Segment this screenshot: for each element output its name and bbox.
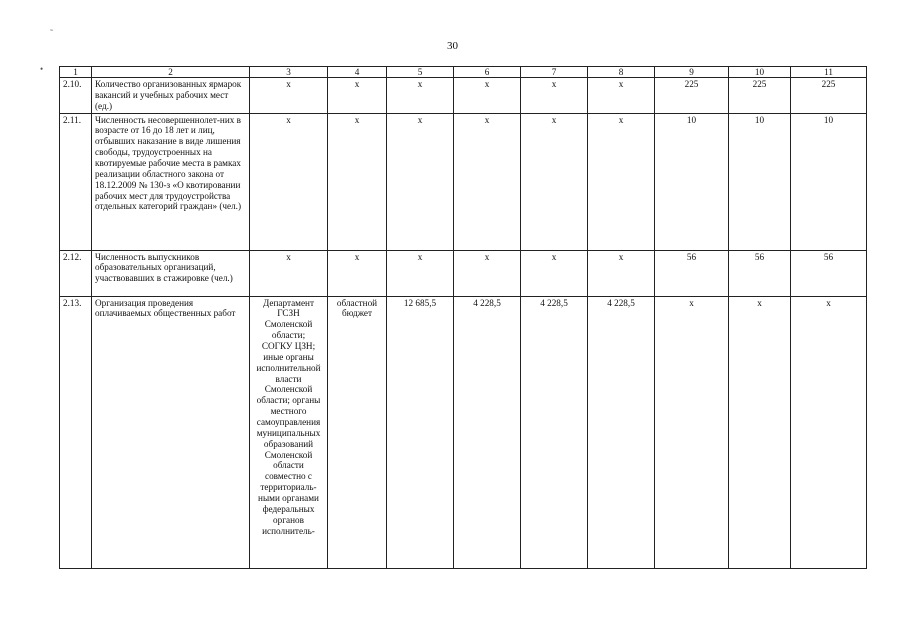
table-row [60,78,867,114]
executor-line: власти [275,373,302,384]
cell-source: х [328,113,387,250]
row-number: 2.11. [60,113,92,250]
table-row [60,250,867,296]
header-cell: 4 [328,67,387,78]
page-number: 30 [447,40,458,52]
cell-value: 4 228,5 [521,296,588,568]
executor-line: самоуправления [256,417,321,428]
header-row [60,67,867,78]
cell-value: 56 [791,250,867,296]
header-cell: 2 [92,67,250,78]
cell-executor: х [250,78,328,114]
cell-value: 225 [729,78,791,114]
row-number: 2.12. [60,250,92,296]
cell-source: х [328,250,387,296]
executor-line: местного [270,406,307,417]
indicator-name: Численность выпускников образовательных организаций, участвовавших в стажировке (чел.) [92,250,250,296]
row-number: 2.10. [60,78,92,114]
cell-value: х [387,113,454,250]
header-cell: 1 [60,67,92,78]
indicator-name: Численность несовершеннолет-них в возрасте от 16 до 18 лет и лиц, отбывших наказание в виде лишения свободы, трудоустроенных на квотируемые рабочие места в рамках реализации областного закона от 18.12.2009 № 130-з «О квотировании рабочих мест для трудоустройства отдельных категорий граждан» (чел.) [92,113,250,250]
cell-source: областной бюджет [328,296,387,568]
cell-value: х [588,250,655,296]
executor-line: муниципальных [256,427,321,438]
header-cell: 6 [454,67,521,78]
cell-value: 12 685,5 [387,296,454,568]
executor-line: Смоленской [264,384,313,395]
header-cell: 3 [250,67,328,78]
cell-value: 10 [729,113,791,250]
executor-line: области; [271,330,306,341]
executor-line: исполнительной [256,362,321,373]
data-table [59,66,867,569]
cell-value: х [588,113,655,250]
cell-value: х [454,113,521,250]
cell-value: х [521,78,588,114]
cell-value: х [387,250,454,296]
table-row [60,113,867,250]
executor-line: Смоленской [264,319,313,330]
scan-speck: • [40,64,44,74]
scan-speck: ˜ [50,28,53,38]
cell-value: 56 [655,250,729,296]
header-cell: 8 [588,67,655,78]
cell-source: х [328,78,387,114]
executor-line: органов [273,514,304,525]
executor-line: области; органы [256,395,321,406]
header-cell: 5 [387,67,454,78]
cell-value: х [454,78,521,114]
cell-value: 4 228,5 [588,296,655,568]
cell-value: х [521,113,588,250]
cell-executor: х [250,250,328,296]
cell-executor [250,296,328,568]
cell-value: х [521,250,588,296]
executor-line: ными органами [258,493,319,504]
cell-value: 225 [655,78,729,114]
cell-value: 56 [729,250,791,296]
table-row [60,296,867,568]
cell-executor: х [250,113,328,250]
cell-value: х [729,296,791,568]
cell-value: 10 [791,113,867,250]
executor-line: федеральных [262,503,315,514]
header-cell: 7 [521,67,588,78]
header-cell: 10 [729,67,791,78]
row-number: 2.13. [60,296,92,568]
cell-value: 225 [791,78,867,114]
executor-line: Департамент [263,297,314,308]
cell-value: 10 [655,113,729,250]
executor-line: территориаль- [260,482,317,493]
cell-value: 4 228,5 [454,296,521,568]
cell-value: х [791,296,867,568]
header-cell: 9 [655,67,729,78]
cell-value: х [387,78,454,114]
executor-line: СОГКУ ЦЗН; [261,341,316,352]
header-cell: 11 [791,67,867,78]
executor-line: исполнитель- [262,525,315,536]
executor-line: иные органы [263,351,314,362]
executor-line: Смоленской [264,449,313,460]
executor-line: области [273,460,304,471]
cell-value: х [454,250,521,296]
cell-value: х [588,78,655,114]
cell-value: х [655,296,729,568]
executor-line: ГСЗН [277,308,300,319]
indicator-name: Организация проведения оплачиваемых общественных работ [92,296,250,568]
executor-line: совместно с [265,471,312,482]
executor-line: образований [263,438,314,449]
indicator-name: Количество организованных ярмарок вакансий и учебных рабочих мест (ед.) [92,78,250,114]
